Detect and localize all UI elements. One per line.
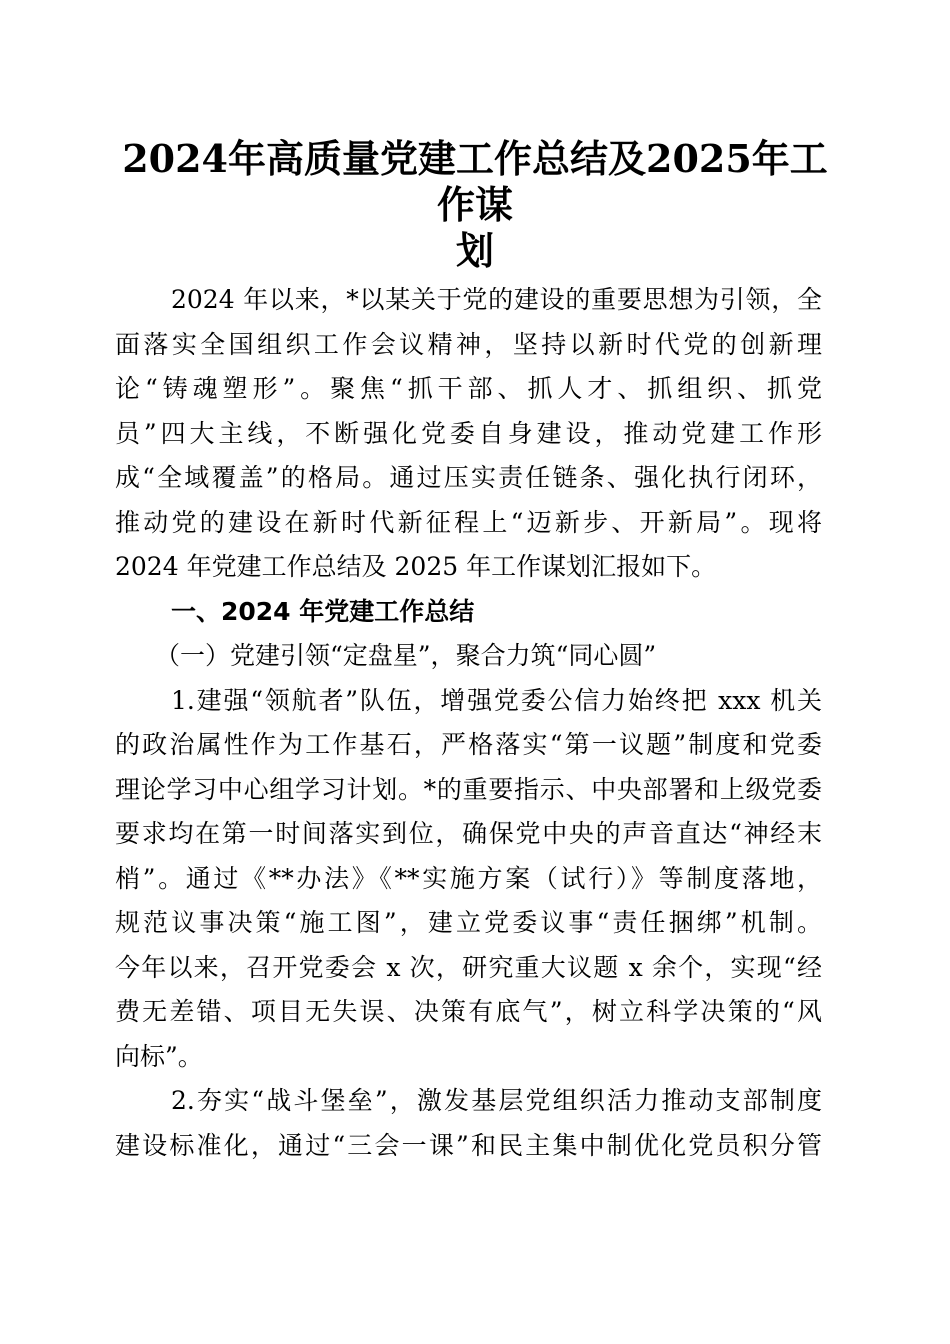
text-line: 费无差错、项目无失误、决策有底气”，树立科学决策的“风 (115, 997, 822, 1026)
text-line: 论“铸魂塑形”。聚焦“抓干部、抓人才、抓组织、抓党 (115, 374, 822, 403)
document-body (115, 278, 822, 1168)
section-heading: 一、2024 年党建工作总结 (171, 596, 475, 626)
text-line: 2024 年党建工作总结及 2025 年工作谋划汇报如下。 (115, 552, 717, 581)
title-line-1: 2024年高质量党建工作总结及2025年工作谋 (122, 136, 828, 227)
text-line: 的政治属性作为工作基石，严格落实“第一议题”制度和党委 (115, 730, 822, 759)
text-line: 向标”。 (115, 1041, 203, 1071)
text-line: 梢”。通过《**办法》《**实施方案（试行）》等制度落地， (115, 863, 822, 893)
item-1-paragraph (115, 679, 822, 1080)
text-line: 2024 年以来，*以某关于党的建设的重要思想为引领，全 (171, 285, 822, 314)
text-line: 建设标准化，通过“三会一课”和民主集中制优化党员积分管 (115, 1130, 822, 1160)
text-line: 今年以来，召开党委会 x 次，研究重大议题 x 余个，实现“经 (115, 952, 822, 982)
title-line-2: 划 (455, 228, 494, 273)
text-line: 推动党的建设在新时代新征程上“迈新步、开新局”。现将 (115, 507, 822, 537)
text-line: 理论学习中心组学习计划。*的重要指示、中央部署和上级党委 (115, 774, 822, 804)
text-line: 要求均在第一时间落实到位，确保党中央的声音直达“神经末 (115, 819, 822, 848)
document-title (110, 136, 840, 274)
subsection-heading: （一）党建引领“定盘星”，聚合力筑“同心圆” (155, 641, 657, 670)
text-line: 面落实全国组织工作会议精神，坚持以新时代党的创新理 (115, 329, 822, 359)
intro-paragraph (115, 278, 822, 590)
text-line: 员”四大主线，不断强化党委自身建设，推动党建工作形 (115, 418, 822, 448)
text-line: 规范议事决策“施工图”，建立党委议事“责任捆绑”机制。 (115, 908, 822, 937)
text-line: 2.夯实“战斗堡垒”，激发基层党组织活力推动支部制度 (171, 1086, 822, 1115)
item-2-paragraph (115, 1079, 822, 1168)
text-line: 成“全域覆盖”的格局。通过压实责任链条、强化执行闭环， (115, 463, 822, 492)
text-line: 1.建强“领航者”队伍，增强党委公信力始终把 xxx 机关 (171, 685, 822, 715)
